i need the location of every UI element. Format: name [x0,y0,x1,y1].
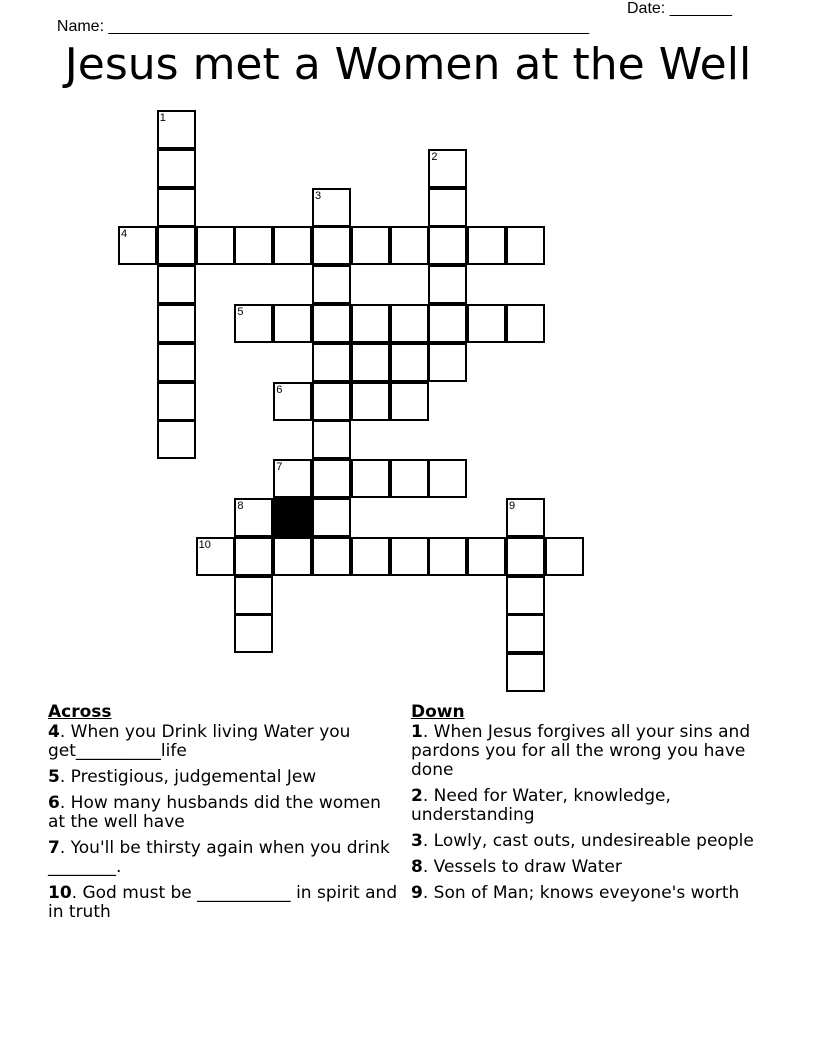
grid-cell[interactable] [351,304,390,343]
grid-cell[interactable] [390,304,429,343]
down-clue: 3. Lowly, cast outs, undesireable people [411,831,754,851]
across-clues [48,703,398,929]
grid-cell[interactable] [506,576,545,615]
across-clue: 10. God must be ___________ in spirit and in truth [48,883,398,922]
grid-cell[interactable] [234,226,273,265]
down-clue: 1. When Jesus forgives all your sins and pardons you for all the wrong you have done [411,722,751,780]
grid-cell[interactable] [312,226,351,265]
down-clues [411,703,791,910]
clue-number: 10 [198,538,211,551]
grid-cell[interactable] [234,614,273,653]
grid-cell[interactable] [312,420,351,459]
grid-cell[interactable] [196,226,235,265]
grid-cell[interactable] [506,614,545,653]
across-heading: Across [48,702,112,722]
grid-cell[interactable] [506,498,545,537]
grid-cell[interactable] [273,304,312,343]
grid-cell[interactable] [312,537,351,576]
clue-number: 9 [509,500,516,512]
clue-number: 3 [315,189,322,202]
grid-cell[interactable] [467,304,506,343]
grid-cell[interactable] [312,304,351,343]
grid-cell[interactable] [157,343,196,382]
grid-cell[interactable] [273,382,312,421]
grid-cell[interactable] [273,459,312,498]
grid-cell[interactable] [157,265,196,304]
grid-cell[interactable] [157,188,196,227]
grid-cell[interactable] [273,226,312,265]
grid-cell[interactable] [467,537,506,576]
clue-number: 2 [431,150,438,163]
down-heading: Down [411,702,465,722]
across-clue: 5. Prestigious, judgemental Jew [48,767,317,787]
grid-cell[interactable] [506,226,545,265]
grid-cell[interactable] [428,537,467,576]
grid-cell[interactable] [196,537,235,576]
grid-cell[interactable] [428,265,467,304]
grid-cell[interactable] [157,382,196,421]
clue-number: 6 [276,383,283,396]
across-clue: 4. When you Drink living Water you get__________life [48,722,351,761]
grid-cell[interactable] [157,420,196,459]
across-clue: 6. How many husbands did the women at the well have [48,793,381,832]
grid-cell[interactable] [312,343,351,382]
grid-cell[interactable] [351,343,390,382]
down-clue: 2. Need for Water, knowledge, understanding [411,786,671,825]
grid-cell[interactable] [234,537,273,576]
grid-cell[interactable] [157,149,196,188]
grid-cell[interactable] [428,459,467,498]
clue-number: 1 [159,112,166,124]
down-clue: 9. Son of Man; knows eveyone's worth [411,883,740,903]
clue-number: 7 [276,461,283,474]
clue-number: 5 [237,306,244,318]
grid-cell[interactable] [312,498,351,537]
grid-cell[interactable] [312,459,351,498]
date-field-label[interactable]: Date: _______ [627,0,732,17]
grid-cell[interactable] [390,226,429,265]
clue-number: 8 [237,500,244,512]
grid-cell[interactable] [234,576,273,615]
clue-number: 4 [121,228,128,241]
grid-cell[interactable] [351,226,390,265]
grid-cell[interactable] [428,226,467,265]
grid-cell[interactable] [390,459,429,498]
grid-cell[interactable] [428,304,467,343]
grid-cell[interactable] [428,149,467,188]
grid-cell[interactable] [157,110,196,149]
grid-cell[interactable] [273,537,312,576]
grid-cell[interactable] [234,304,273,343]
grid-block [273,498,312,537]
grid-cell[interactable] [312,382,351,421]
grid-cell[interactable] [428,188,467,227]
across-clue: 7. You'll be thirsty again when you drink ________. [48,838,390,877]
grid-cell[interactable] [118,226,157,265]
grid-cell[interactable] [312,265,351,304]
page-title: Jesus met a Women at the Well [64,39,752,90]
grid-cell[interactable] [390,382,429,421]
grid-cell[interactable] [351,459,390,498]
down-clue: 8. Vessels to draw Water [411,857,622,877]
grid-cell[interactable] [506,537,545,576]
grid-cell[interactable] [390,343,429,382]
grid-cell[interactable] [390,537,429,576]
grid-cell[interactable] [506,653,545,692]
name-field-label[interactable]: Name: ______________________________________________________ [56,18,589,35]
grid-cell[interactable] [157,304,196,343]
grid-cell[interactable] [545,537,584,576]
grid-cell[interactable] [351,537,390,576]
grid-cell[interactable] [157,226,196,265]
grid-cell[interactable] [506,304,545,343]
grid-cell[interactable] [351,382,390,421]
grid-cell[interactable] [312,188,351,227]
grid-cell[interactable] [467,226,506,265]
grid-cell[interactable] [234,498,273,537]
grid-cell[interactable] [428,343,467,382]
